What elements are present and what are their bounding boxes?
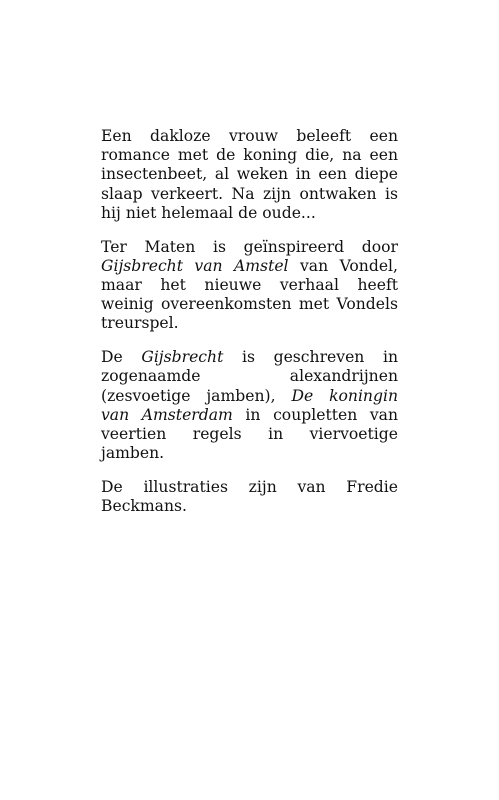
meter-text-2: is geschreven in zogenaamde alexandrijnen (zesvoetige jamben),	[101, 348, 398, 405]
title-gijsbrecht-van-amstel: Gijsbrecht van Amstel	[101, 256, 289, 275]
paragraph-inspiration	[101, 238, 398, 334]
synopsis-text: Een dakloze vrouw beleeft een romance met de koning die, na een insectenbeet, al weken in een diepe slaap verkeert. Na zijn ontwaken is hij niet helemaal de oude...	[101, 127, 398, 222]
paragraph-illustrations	[101, 478, 398, 516]
inspiration-text-2: van Vondel, maar het nieuwe verhaal heeft weinig overeenkomsten met Vondels treurspel.	[101, 256, 398, 333]
paragraph-meter	[101, 348, 398, 463]
meter-text-1: De	[101, 348, 142, 367]
meter-text-3: in coupletten van veertien regels in viervoetige jamben.	[101, 405, 399, 463]
blurb-text	[101, 127, 398, 531]
title-de-koningin-van-amsterdam: De koningin van Amsterdam	[101, 386, 398, 424]
inspiration-text-1: Ter Maten is geïnspireerd door	[101, 237, 398, 256]
illustrations-text: De illustraties zijn van Fredie Beckmans.	[101, 478, 398, 516]
paragraph-synopsis	[101, 127, 398, 223]
title-gijsbrecht: Gijsbrecht	[141, 348, 224, 367]
